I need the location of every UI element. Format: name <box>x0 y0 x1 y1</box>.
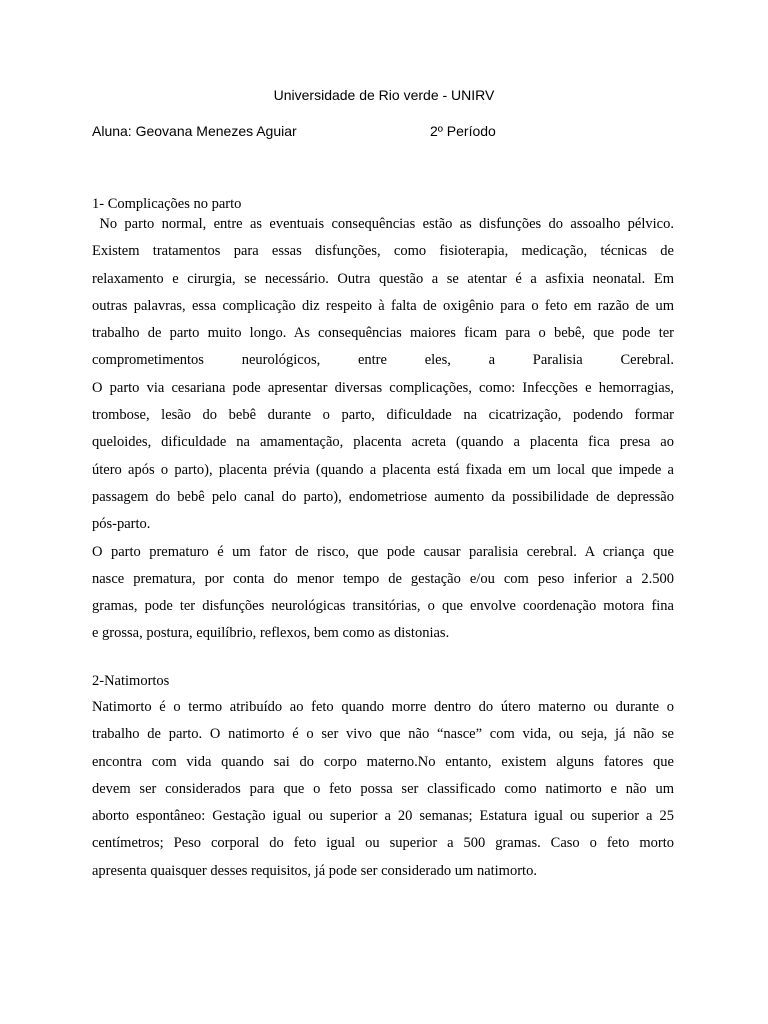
paragraph-line: útero após o parto), placenta prévia (quando a placenta está fixada em um local que impede a <box>92 461 674 478</box>
paragraph-line: centímetros; Peso corporal do feto igual ou superior a 500 gramas. Caso o feto morto <box>92 835 674 852</box>
paragraph-line: O parto prematuro é um fator de risco, que pode causar paralisia cerebral. A criança que <box>92 543 674 560</box>
university-title: Universidade de Rio verde - UNIRV <box>273 87 495 103</box>
paragraph-line: trombose, lesão do bebê durante o parto, dificuldade na cicatrização, podendo formar <box>92 407 674 424</box>
paragraph-line: trabalho de parto. O natimorto é o ser vivo que não “nasce” com vida, ou seja, já não se <box>92 726 674 743</box>
paragraph-line: encontra com vida quando sai do corpo materno.No entanto, existem alguns fatores que <box>92 753 674 770</box>
student-name: Aluna: Geovana Menezes Aguiar <box>92 123 297 139</box>
section-body-complications <box>92 211 674 648</box>
paragraph-line: relaxamento e cirurgia, se necessário. Outra questão a se atentar é a asfixia neonatal. Em <box>92 270 674 287</box>
paragraph-line: O parto via cesariana pode apresentar diversas complicações, como: Infecções e hemorragias, <box>92 379 674 396</box>
paragraph-line: queloides, dificuldade na amamentação, placenta acreta (quando a placenta fica presa ao <box>92 434 674 451</box>
paragraph-line: nasce prematura, por conta do menor tempo de gestação e/ou com peso inferior a 2.500 <box>92 570 674 587</box>
period-label: 2º Período <box>430 123 496 139</box>
paragraph-line: pós-parto. <box>92 516 151 533</box>
section-heading-complications: 1- Complicações no parto <box>92 196 242 212</box>
paragraph-line: gramas, pode ter disfunções neurológicas transitórias, o que envolve coordenação motora fina <box>92 598 674 615</box>
paragraph-line: aborto espontâneo: Gestação igual ou superior a 20 semanas; Estatura igual ou superior a 25 <box>92 808 674 825</box>
paragraph-line: trabalho de parto muito longo. As consequências maiores ficam para o bebê, que pode ter <box>92 325 674 342</box>
paragraph-line: Natimorto é o termo atribuído ao feto quando morre dentro do útero materno ou durante o <box>92 699 674 715</box>
paragraph-line: e grossa, postura, equilíbrio, reflexos, bem como as distonias. <box>92 625 450 642</box>
section-body-stillbirths <box>92 694 674 885</box>
paragraph-line: No parto normal, entre as eventuais consequências estão as disfunções do assoalho pélvico. <box>92 216 674 232</box>
paragraph-line: comprometimentos neurológicos, entre eles, a Paralisia Cerebral. <box>92 352 674 369</box>
paragraph-line: passagem do bebê pelo canal do parto), endometriose aumento da possibilidade de depressão <box>92 488 674 505</box>
section-heading-stillbirths: 2-Natimortos <box>92 673 170 689</box>
paragraph-line: outras palavras, essa complicação diz respeito à falta de oxigênio para o feto em razão de um <box>92 297 674 314</box>
paragraph-line: Existem tratamentos para essas disfunções, como fisioterapia, medicação, técnicas de <box>92 243 674 260</box>
paragraph-line: devem ser considerados para que o feto possa ser classificado como natimorto e não um <box>92 780 674 797</box>
paragraph-line: apresenta quaisquer desses requisitos, já pode ser considerado um natimorto. <box>92 862 537 879</box>
